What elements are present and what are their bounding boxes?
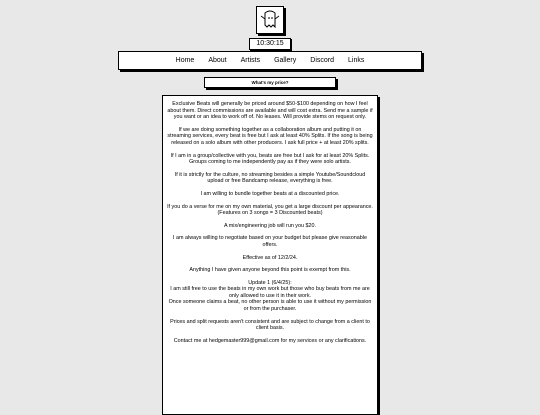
nav-discord[interactable]: Discord <box>310 57 334 64</box>
update-title: Update 1 (6/4/25): <box>248 279 292 286</box>
ghost-icon <box>257 7 283 33</box>
clock-display: 10:30:15 <box>249 38 291 50</box>
pricing-paragraph: If you do a verse for me on my own material, you get a large discount per appearance. (Features on 3 songs = 3 Discounted beats) <box>167 203 373 217</box>
pricing-paragraph: If I am in a group/collective with you, beats are free but I ask for at least 20% Splits. Groups coming to me independently pay as if they were solo artists. <box>170 152 370 166</box>
nav-home[interactable]: Home <box>175 57 195 64</box>
nav-gallery[interactable]: Gallery <box>274 57 297 64</box>
pricing-paragraph: If it is strictly for the culture, no streaming besides a simple Youtube/Soundcloud upload or free Bandcamp release, everything is free. <box>174 171 366 185</box>
whats-my-price-button[interactable]: What's my price? <box>204 77 336 88</box>
update-block <box>167 280 373 313</box>
nav-links[interactable]: Links <box>348 57 365 64</box>
pricing-paragraph: Anything I have given anyone beyond this point is exempt from this. <box>189 267 351 274</box>
nav-artists[interactable]: Artists <box>240 57 261 64</box>
pricing-paragraph: A mix/engineering job will run you $20. <box>224 222 316 229</box>
pricing-paragraph: If we are doing something together as a collaboration album and putting it on streaming services, every beat is free but I ask at least 40% Splits. If the song is being released on a solo album with other producers. I ask full price + at least 20% splits. <box>167 126 373 146</box>
pricing-paragraph: I am always willing to negotiate based on your budget but please give reasonable offers. <box>173 235 367 248</box>
pricing-paragraph: Exclusive Beats will generally be priced around $50-$100 depending on how I feel about them. Direct commissions are available and will cost extra. Send me a sample if you want or an idea to work off of. No leases. Will provide stems on request only. <box>167 101 373 121</box>
effective-date: Effective as of 12/2/24. <box>242 254 298 261</box>
update-line: I am still free to use the beats in my own work but those who buy beats from me are only allowed to use it in their work. <box>170 286 370 299</box>
nav-about[interactable]: About <box>208 57 227 64</box>
pricing-paragraph: I am willing to bundle together beats at a discounted price. <box>200 190 340 197</box>
pricing-paragraph: Prices and split requests aren't consistent and are subject to change from a client to client basis. <box>170 318 370 332</box>
pricing-content-panel <box>162 95 378 415</box>
site-logo[interactable] <box>256 6 284 34</box>
contact-paragraph: Contact me at hedgemaster999@gmail.com for my services or any clarifications. <box>173 337 367 344</box>
update-line: Once someone claims a beat, no other person is able to use it without my permission or from the purchaser. <box>168 299 372 313</box>
main-nav <box>118 51 422 70</box>
